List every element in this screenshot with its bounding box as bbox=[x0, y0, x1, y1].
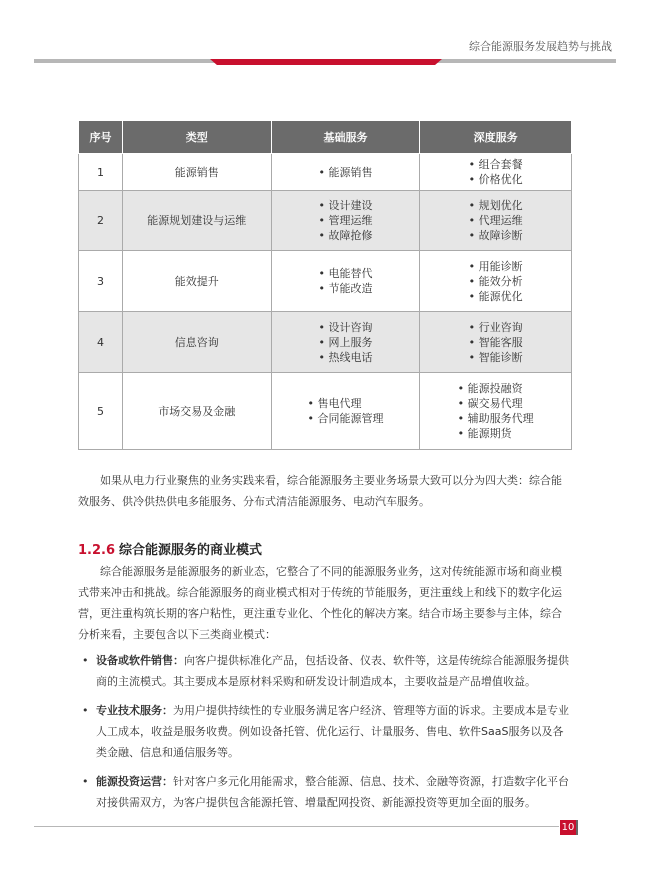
list-item bbox=[78, 771, 572, 813]
section-heading bbox=[78, 539, 262, 558]
service-item: • 组合套餐 bbox=[469, 157, 523, 172]
col-header-basic: 基础服务 bbox=[271, 121, 420, 154]
cell-basic-services bbox=[271, 312, 420, 373]
business-model-list bbox=[78, 650, 572, 821]
service-item: • 碳交易代理 bbox=[458, 396, 534, 411]
model-title: 能源投资运营： bbox=[96, 775, 173, 788]
service-item: • 用能诊断 bbox=[469, 259, 523, 274]
table-row bbox=[79, 373, 572, 450]
page-number: 10 bbox=[560, 820, 578, 835]
service-list bbox=[318, 198, 372, 243]
cell-no: 5 bbox=[79, 373, 123, 450]
service-item: • 热线电话 bbox=[318, 350, 372, 365]
col-header-no: 序号 bbox=[79, 121, 123, 154]
cell-deep-services bbox=[420, 251, 572, 312]
bullet-icon: • bbox=[82, 775, 89, 788]
service-list bbox=[469, 259, 523, 304]
service-list bbox=[318, 320, 372, 365]
service-item: • 故障抢修 bbox=[318, 228, 372, 243]
table-row bbox=[79, 312, 572, 373]
running-title: 综合能源服务发展趋势与挑战 bbox=[469, 40, 612, 53]
service-item: • 合同能源管理 bbox=[307, 411, 383, 426]
cell-no: 2 bbox=[79, 191, 123, 251]
model-title: 专业技术服务： bbox=[96, 704, 173, 717]
footer-rule bbox=[34, 826, 559, 827]
model-title: 设备或软件销售： bbox=[96, 654, 184, 667]
cell-deep-services bbox=[420, 373, 572, 450]
cell-basic-services bbox=[271, 191, 420, 251]
list-item bbox=[78, 700, 572, 763]
service-list bbox=[469, 157, 523, 187]
table-row bbox=[79, 191, 572, 251]
list-item bbox=[78, 650, 572, 692]
cell-no: 1 bbox=[79, 154, 123, 191]
service-list bbox=[318, 266, 372, 296]
service-table bbox=[78, 120, 572, 450]
service-item: • 规划优化 bbox=[469, 198, 523, 213]
service-list bbox=[469, 198, 523, 243]
service-item: • 节能改造 bbox=[318, 281, 372, 296]
cell-basic-services bbox=[271, 373, 420, 450]
cell-type: 能效提升 bbox=[122, 251, 271, 312]
cell-no: 4 bbox=[79, 312, 123, 373]
cell-deep-services bbox=[420, 154, 572, 191]
cell-type: 市场交易及金融 bbox=[122, 373, 271, 450]
service-item: • 能源期货 bbox=[458, 426, 534, 441]
table-row bbox=[79, 154, 572, 191]
paragraph-business-scenarios: 如果从电力行业聚焦的业务实践来看，综合能源服务主要业务场景大致可以分为四大类：综合能效服务、供冷供热供电多能服务、分布式清洁能源服务、电动汽车服务。 bbox=[78, 474, 562, 508]
table-row bbox=[79, 251, 572, 312]
model-text: 为用户提供持续性的专业服务满足客户经济、管理等方面的诉求。主要成本是专业人工成本，收益是服务收费。例如设备托管、优化运行、计量服务、售电、软件SaaS服务以及各类金融、信息和通信服务等。 bbox=[96, 704, 569, 759]
service-item: • 设计建设 bbox=[318, 198, 372, 213]
col-header-deep: 深度服务 bbox=[420, 121, 572, 154]
service-item: • 网上服务 bbox=[318, 335, 372, 350]
section-number: 1.2.6 bbox=[78, 543, 116, 558]
service-item: • 能源销售 bbox=[318, 165, 372, 180]
service-item: • 能源优化 bbox=[469, 289, 523, 304]
bullet-icon: • bbox=[82, 654, 89, 667]
col-header-type: 类型 bbox=[122, 121, 271, 154]
service-item: • 辅助服务代理 bbox=[458, 411, 534, 426]
cell-deep-services bbox=[420, 312, 572, 373]
cell-type: 能源规划建设与运维 bbox=[122, 191, 271, 251]
service-item: • 故障诊断 bbox=[469, 228, 523, 243]
cell-no: 3 bbox=[79, 251, 123, 312]
service-list bbox=[458, 381, 534, 441]
cell-type: 信息咨询 bbox=[122, 312, 271, 373]
cell-deep-services bbox=[420, 191, 572, 251]
service-list bbox=[318, 165, 372, 180]
cell-basic-services bbox=[271, 154, 420, 191]
service-item: • 代理运维 bbox=[469, 213, 523, 228]
paragraph-business-models: 综合能源服务是能源服务的新业态，它整合了不同的能源服务业务，这对传统能源市场和商业模式带来冲击和挑战。综合能源服务的商业模式相对于传统的节能服务，更注重线上和线下的数字化运营，更注重构筑长期的客户粘性，更注重专业化、个性化的解决方案。结合市场主要参与主体，综合分析来看，主要包含以下三类商业模式： bbox=[78, 565, 562, 641]
bullet-icon: • bbox=[82, 704, 89, 717]
cell-basic-services bbox=[271, 251, 420, 312]
service-item: • 能效分析 bbox=[469, 274, 523, 289]
service-item: • 管理运维 bbox=[318, 213, 372, 228]
service-item: • 智能诊断 bbox=[469, 350, 523, 365]
table-header-row bbox=[79, 121, 572, 154]
service-item: • 行业咨询 bbox=[469, 320, 523, 335]
section-title: 综合能源服务的商业模式 bbox=[119, 543, 263, 558]
service-item: • 智能客服 bbox=[469, 335, 523, 350]
service-item: • 设计咨询 bbox=[318, 320, 372, 335]
service-item: • 售电代理 bbox=[307, 396, 383, 411]
service-list bbox=[469, 320, 523, 365]
model-text: 针对客户多元化用能需求，整合能源、信息、技术、金融等资源，打造数字化平台对接供需双方，为客户提供包含能源托管、增量配网投资、新能源投资等更加全面的服务。 bbox=[96, 775, 569, 809]
header-accent-bar bbox=[210, 59, 442, 65]
cell-type: 能源销售 bbox=[122, 154, 271, 191]
service-item: • 价格优化 bbox=[469, 172, 523, 187]
service-item: • 电能替代 bbox=[318, 266, 372, 281]
model-text: 向客户提供标准化产品，包括设备、仪表、软件等，这是传统综合能源服务提供商的主流模式。其主要成本是原材料采购和研发设计制造成本，主要收益是产品增值收益。 bbox=[96, 654, 569, 688]
service-list bbox=[307, 396, 383, 426]
service-item: • 能源投融资 bbox=[458, 381, 534, 396]
